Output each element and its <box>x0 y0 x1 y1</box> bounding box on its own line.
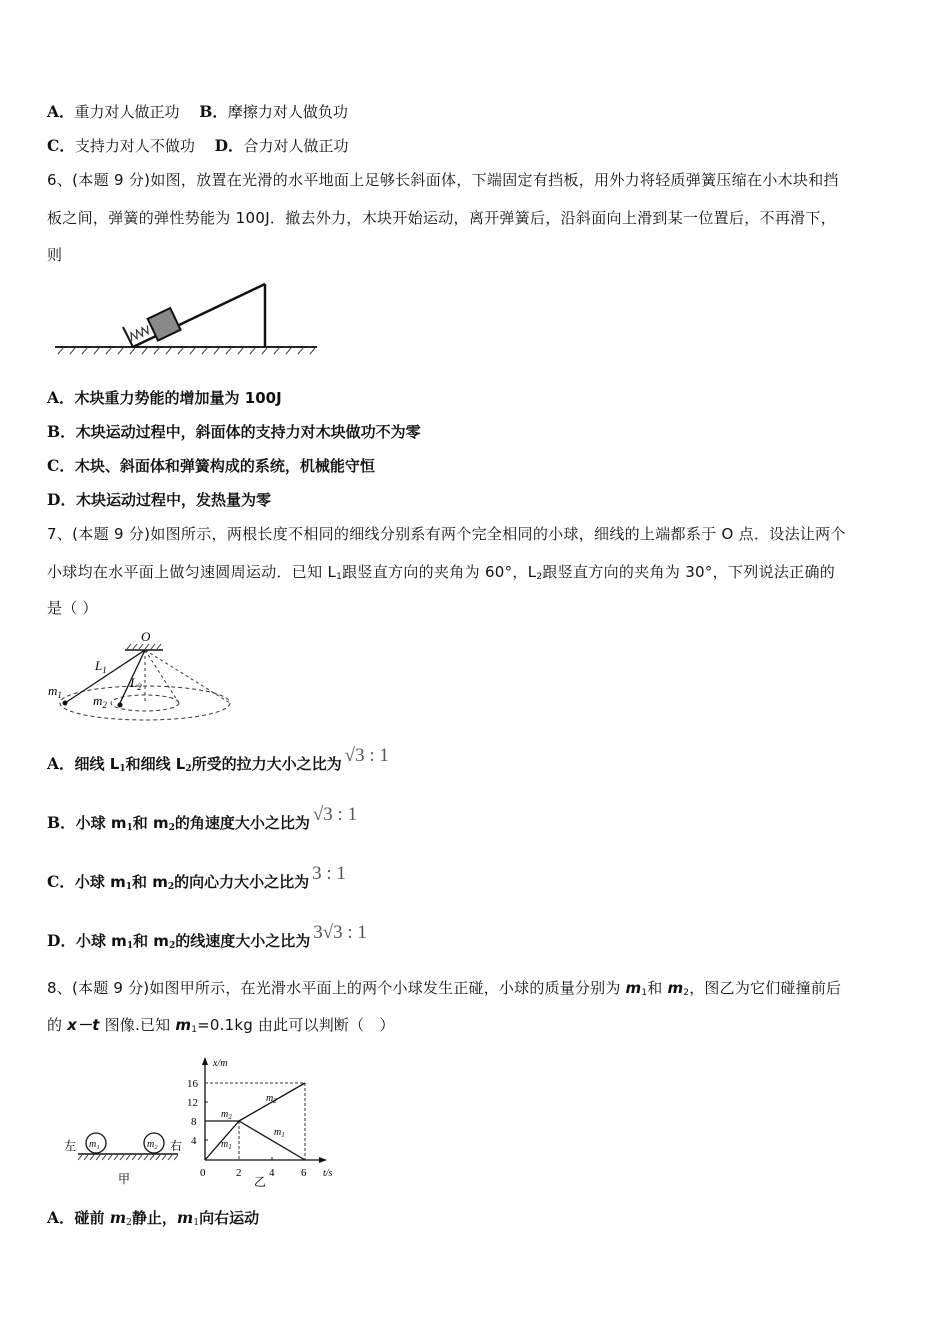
prev-options-row-2 <box>47 136 349 156</box>
svg-text:m1: $m_1$ <box>274 1127 285 1139</box>
point-o-label: O <box>141 629 151 644</box>
q7-option-a-text: 和细线 L <box>125 755 186 773</box>
y-axis-label: x/m <box>213 1058 228 1069</box>
left-label: 左 <box>64 1139 77 1153</box>
svg-text:8: 8 <box>191 1116 197 1128</box>
q8-stem-text: 的 <box>47 1016 68 1034</box>
q7-option-d-ratio: 3√3 : 1 <box>313 922 367 943</box>
q8-option-a-var: m <box>176 1208 194 1227</box>
q7-option-a-ratio: √3 : 1 <box>344 745 389 766</box>
ball-m2-label: m₂ <box>147 1139 158 1150</box>
incline-block-spring-figure <box>45 275 325 359</box>
q7-option-c-ratio: 3 : 1 <box>312 863 346 884</box>
right-label: 右 <box>170 1139 183 1153</box>
svg-text:2: 2 <box>236 1167 242 1179</box>
q7-stem-text: 跟竖直方向的夹角为 30°，下列说法正确的 <box>542 563 836 581</box>
two-balls-figure <box>60 1125 190 1194</box>
q7-stem-line-3: 是（ ） <box>47 599 98 617</box>
q8-stem-line-2: 的 x－t 图像.已知 $m_1=0.1kg$ 由此可以判断（ ） <box>47 1016 395 1035</box>
q8-stem-text: ，图乙为它们碰撞前后 <box>689 979 842 997</box>
q6-option-c-text: 木块、斜面体和弹簧构成的系统，机械能守恒 <box>74 457 375 475</box>
q7-option-c: C．小球 $m_1$和 $m_2$的向心力大小之比为 3 : 1 <box>47 863 346 892</box>
option-a-label: A． <box>47 102 75 121</box>
q8-stem-text: 8、(本题 9 分)如图甲所示，在光滑水平面上的两个小球发生正碰，小球的质量分别为 <box>47 979 626 997</box>
q8-stem-var: m <box>625 979 642 997</box>
q7-option-d-text: 和 m <box>133 932 169 950</box>
svg-text:m2: $m_2$ <box>221 1109 232 1121</box>
q8-stem-var: x－t <box>67 1016 100 1034</box>
q7-option-d: D．小球 $m_1$和 $m_2$的线速度大小之比为 3√3 : 1 <box>47 922 367 951</box>
q7-option-a-text: 所受的拉力大小之比为 <box>191 755 342 773</box>
q6-option-a-text: 木块重力势能的增加量为 100J <box>74 389 282 407</box>
q6-stem-line-2: 板之间，弹簧的弹性势能为 100J．撤去外力，木块开始运动，离开弹簧后，沿斜面向上滑到某一位置后，不再滑下， <box>47 209 837 227</box>
q6-option-b-text: 木块运动过程中，斜面体的支持力对木块做功不为零 <box>75 423 421 441</box>
q8-option-a: A．碰前 $m_2$静止，$m_1$向右运动 <box>47 1208 260 1228</box>
q7-stem-line-1: 7、(本题 9 分)如图所示，两根长度不相同的细线分别系有两个完全相同的小球，细线的上端都系于 O 点．设法让两个 <box>47 525 846 543</box>
q7-option-b-ratio: √3 : 1 <box>312 804 358 825</box>
q7-stem-text: 小球均在水平面上做匀速圆周运动．已知 L <box>47 563 337 581</box>
q6-option-a-label: A． <box>47 388 75 407</box>
q7-option-c-text: 的向心力大小之比为 <box>174 873 310 891</box>
svg-text:m2: $m_2$ <box>93 693 107 710</box>
q7-option-a: A．细线 $L_1$和细线 $L_2$所受的拉力大小之比为 √3 : 1 <box>47 745 389 774</box>
svg-text:m2: $m_2$ <box>266 1093 277 1105</box>
q7-stem-text: 跟竖直方向的夹角为 60°，L <box>342 563 537 581</box>
q6-stem-line-3: 则 <box>47 246 63 264</box>
option-c-label: C． <box>47 136 75 155</box>
q8-stem-text: 和 <box>647 979 668 997</box>
q7-option-b-text: 和 m <box>132 814 169 832</box>
prev-options-row-1 <box>47 102 348 122</box>
figure-yi-caption: 乙 <box>254 1175 267 1187</box>
option-b-text: 摩擦力对人做负功 <box>227 103 348 121</box>
origin-label: 0 <box>200 1167 206 1179</box>
q7-option-b-text: 小球 m <box>75 814 127 832</box>
q6-option-d-text: 木块运动过程中，发热量为零 <box>75 491 271 509</box>
svg-text:L1: $L_1$ <box>95 658 107 675</box>
q7-option-d-text: 的线速度大小之比为 <box>175 932 311 950</box>
svg-text:L2: $L_2$ <box>130 675 142 692</box>
q6-option-b-label: B． <box>47 422 76 441</box>
q8-stem-text: =0.1kg 由此可以判断（ ） <box>197 1016 395 1034</box>
q8-option-a-text: 静止， <box>131 1209 177 1227</box>
q7-option-a-text: 细线 L <box>74 755 120 773</box>
option-b-label: B． <box>199 102 228 121</box>
q8-stem-text: 图像.已知 <box>99 1016 176 1034</box>
conical-pendulum-figure <box>45 628 235 727</box>
option-d-label: D． <box>214 136 244 155</box>
q7-option-c-text: 小球 m <box>74 873 126 891</box>
option-d-text: 合力对人做正功 <box>243 137 349 155</box>
svg-text:4: 4 <box>191 1135 197 1147</box>
q7-option-a-label: A． <box>47 754 75 773</box>
q6-stem-line-1: 6、(本题 9 分)如图，放置在光滑的水平地面上足够长斜面体，下端固定有挡板，用外力将轻质弹簧压缩在小木块和挡 <box>47 171 839 189</box>
figure-jia-caption: 甲 <box>118 1172 131 1186</box>
q8-option-a-label: A． <box>47 1208 75 1227</box>
q7-option-b-text: 的角速度大小之比为 <box>174 814 310 832</box>
q7-option-d-label: D． <box>47 931 76 950</box>
svg-text:m1: $m_1$ <box>221 1139 232 1151</box>
q7-option-c-text: 和 m <box>131 873 168 891</box>
xt-graph-figure <box>188 1052 348 1191</box>
q8-stem-var: m <box>667 979 684 997</box>
q7-option-b-label: B． <box>47 813 76 832</box>
x-axis-label: t/s <box>323 1168 333 1179</box>
q8-option-a-text: 向右运动 <box>199 1209 260 1227</box>
q6-option-b <box>47 422 421 442</box>
q8-option-a-var: m <box>109 1208 127 1227</box>
svg-text:12: 12 <box>188 1097 198 1109</box>
ball-m1-label: m₁ <box>89 1139 100 1150</box>
q8-stem-line-1: 8、(本题 9 分)如图甲所示，在光滑水平面上的两个小球发生正碰，小球的质量分别为 $m_1$和 $m_2$，图乙为它们碰撞前后 <box>47 979 842 998</box>
q6-option-c <box>47 456 375 476</box>
svg-text:16: 16 <box>188 1078 198 1090</box>
svg-text:m1: $m_1$ <box>48 683 62 700</box>
q6-option-a <box>47 388 282 408</box>
svg-text:4: 4 <box>269 1167 275 1179</box>
q7-option-c-label: C． <box>47 872 75 891</box>
q7-option-b: B．小球 $m_1$和 $m_2$的角速度大小之比为 √3 : 1 <box>47 804 358 833</box>
option-c-text: 支持力对人不做功 <box>74 137 195 155</box>
q8-stem-var: m <box>175 1016 192 1034</box>
svg-text:6: 6 <box>301 1167 307 1179</box>
q8-option-a-text: 碰前 <box>74 1209 110 1227</box>
q7-stem-line-2: 小球均在水平面上做匀速圆周运动．已知 $L_1$跟竖直方向的夹角为 60°，$L_2$跟竖直方向的夹角为 30°，下列说法正确的 <box>47 563 836 582</box>
q7-option-d-text: 小球 m <box>75 932 127 950</box>
q6-option-d <box>47 490 271 510</box>
q6-option-c-label: C． <box>47 456 75 475</box>
q6-option-d-label: D． <box>47 490 76 509</box>
option-a-text: 重力对人做正功 <box>74 103 180 121</box>
